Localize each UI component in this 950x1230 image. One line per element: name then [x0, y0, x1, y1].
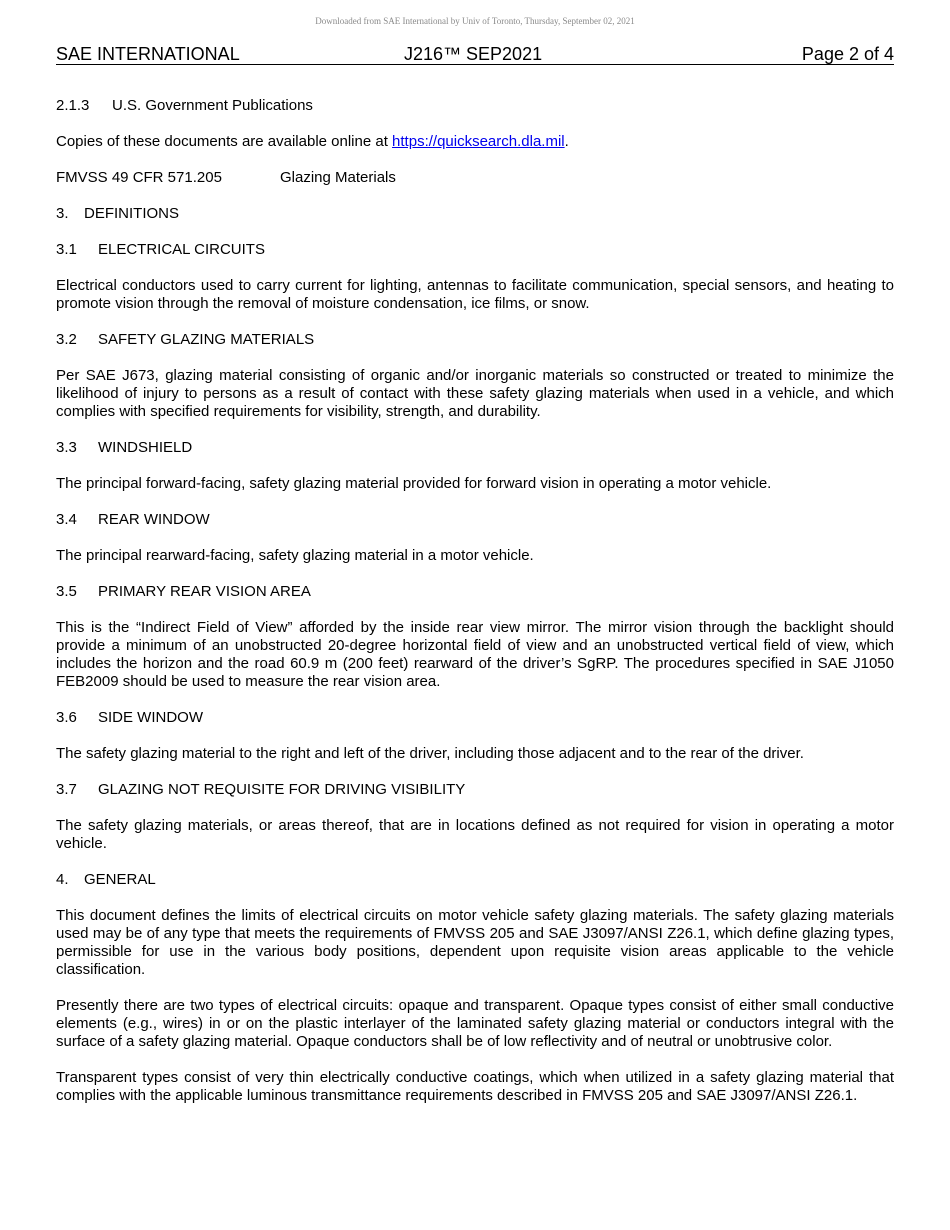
section-title: GENERAL [84, 871, 156, 888]
section-number: 3.4 [56, 511, 77, 528]
section-heading-3-6 [56, 709, 894, 727]
reference-code: FMVSS 49 CFR 571.205 [56, 169, 222, 186]
section-number: 3. [56, 205, 69, 222]
section-heading-3-7 [56, 781, 894, 799]
section-title: SAFETY GLAZING MATERIALS [98, 331, 315, 348]
section-heading-3-4 [56, 511, 894, 529]
paragraph-3-6: The safety glazing material to the right and left of the driver, including those adjacent and to the rear of the driver. [56, 745, 804, 762]
section-number: 3.7 [56, 781, 77, 798]
reference-title: Glazing Materials [280, 169, 396, 186]
section-number: 3.3 [56, 439, 77, 456]
section-heading-3 [56, 205, 894, 223]
section-title: PRIMARY REAR VISION AREA [98, 583, 311, 600]
paragraph-3-1: Electrical conductors used to carry current for lighting, antennas to facilitate communication, special sensors, and heating to promote vision through the removal of moisture condensation, ice films, or snow. [56, 277, 894, 312]
quicksearch-link[interactable]: https://quicksearch.dla.mil [392, 133, 565, 150]
document-body [56, 97, 894, 1105]
paragraph-4-1: This document defines the limits of electrical circuits on motor vehicle safety glazing materials. The safety glazing materials used may be of any type that meets the requirements of FMVSS 205 and SAE J3097/ANSI Z26.1, which define glazing types, permissible for use in the various body positions, dependent upon requisite vision areas applicable to the vehicle classification. [56, 907, 894, 978]
section-title: WINDSHIELD [98, 439, 193, 456]
section-number: 3.5 [56, 583, 77, 600]
section-number: 3.2 [56, 331, 77, 348]
header-organization: SAE INTERNATIONAL [56, 44, 240, 64]
paragraph-3-4: The principal rearward-facing, safety glazing material in a motor vehicle. [56, 547, 534, 564]
section-number: 3.1 [56, 241, 77, 258]
download-watermark: Downloaded from SAE International by Univ of Toronto, Thursday, September 02, 2021 [315, 16, 635, 26]
section-heading-3-3 [56, 439, 894, 457]
section-heading-2-1-3 [56, 97, 894, 115]
section-heading-3-5 [56, 583, 894, 601]
section-heading-4 [56, 871, 894, 889]
paragraph-3-5: This is the “Indirect Field of View” afforded by the inside rear view mirror. The mirror vision through the backlight should provide a minimum of an unobstructed 20-degree horizontal field of view and an unobstructed vertical field of view, which includes the horizon and the road 60.9 m (200 feet) rearward of the driver’s SgRP. The procedures specified in SAE J1050 FEB2009 should be used to measure the rear vision area. [56, 619, 894, 690]
reference-row [56, 169, 894, 187]
header-page-number: Page 2 of 4 [801, 44, 894, 64]
section-title: GLAZING NOT REQUISITE FOR DRIVING VISIBILITY [98, 781, 466, 798]
copies-text: Copies of these documents are available online at [56, 133, 393, 150]
paragraph-4-3: Transparent types consist of very thin electrically conductive coatings, which when utilized in a safety glazing material that complies with the applicable luminous transmittance requirements described in FMVSS 205 and SAE J3097/ANSI Z26.1. [56, 1069, 894, 1104]
paragraph-4-2: Presently there are two types of electrical circuits: opaque and transparent. Opaque types consist of either small conductive elements (e.g., wires) in or on the plastic interlayer of the laminated safety glazing material or conductors integral with the surface of a safety glazing material. Opaque conductors shall be of low reflectivity and of neutral or unobtrusive color. [56, 997, 894, 1050]
paragraph-3-2: Per SAE J673, glazing material consisting of organic and/or inorganic materials so constructed or treated to minimize the likelihood of injury to persons as a result of contact with these safety glazing materials when used in a vehicle, and which complies with specified requirements for visibility, strength, and durability. [56, 367, 894, 420]
section-number: 3.6 [56, 709, 77, 726]
section-title: ELECTRICAL CIRCUITS [98, 241, 265, 258]
section-number: 4. [56, 871, 69, 888]
section-heading-3-1 [56, 241, 894, 259]
paragraph-3-3: The principal forward-facing, safety glazing material provided for forward vision in operating a motor vehicle. [56, 475, 772, 492]
section-heading-3-2 [56, 331, 894, 349]
paragraph-copies [56, 133, 894, 151]
header-document-id: J216™ SEP2021 [404, 44, 543, 64]
section-title: REAR WINDOW [98, 511, 210, 528]
copies-period: . [564, 133, 569, 150]
section-title: SIDE WINDOW [98, 709, 203, 726]
section-number: 2.1.3 [56, 97, 90, 114]
paragraph-3-7: The safety glazing materials, or areas thereof, that are in locations defined as not required for vision in operating a motor vehicle. [56, 817, 894, 852]
section-title: DEFINITIONS [84, 205, 180, 222]
section-title: U.S. Government Publications [112, 97, 313, 114]
page-header [56, 44, 894, 65]
